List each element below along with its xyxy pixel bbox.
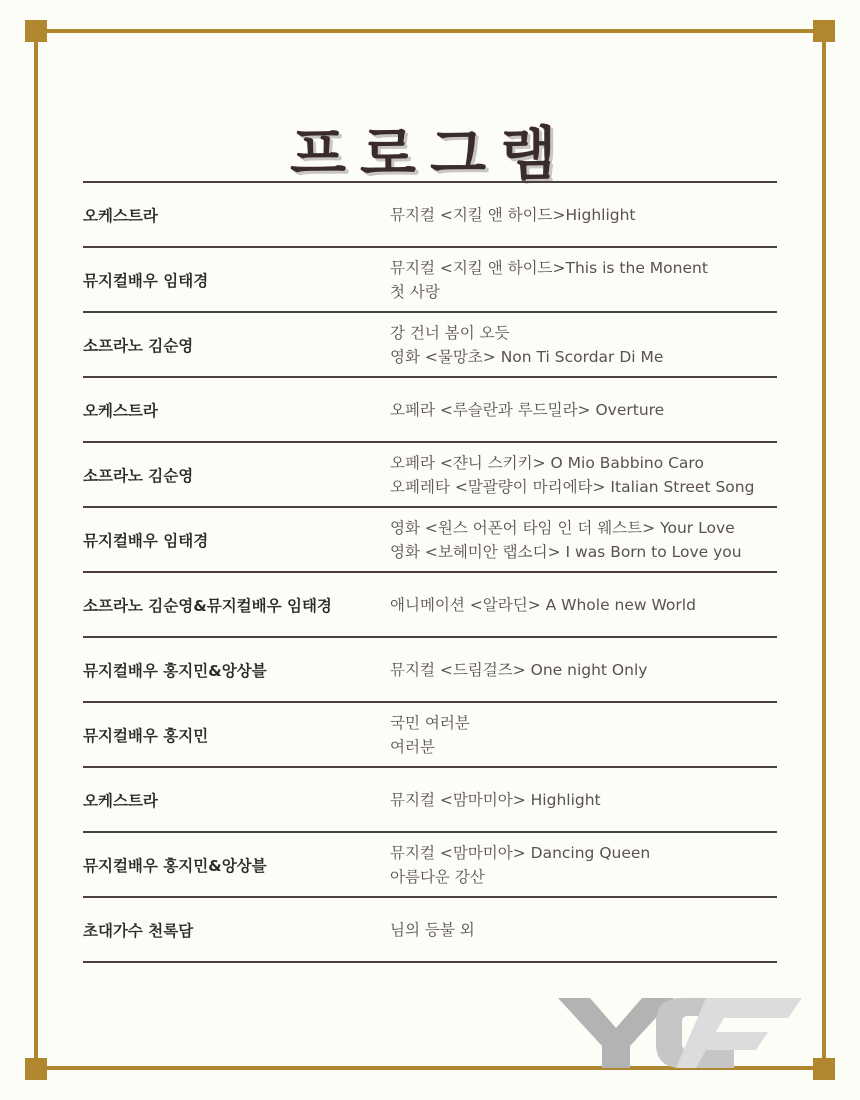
piece-list [390, 658, 777, 682]
performer-name: 뮤지컬배우 홍지민&앙상블 [83, 661, 267, 680]
program-row [83, 768, 777, 833]
piece-title: 오페라 <루슬란과 루드밀라> Overture [390, 400, 665, 419]
piece-list [390, 841, 777, 889]
piece-list [390, 593, 777, 617]
piece-list [390, 203, 777, 227]
piece-title: 뮤지컬 <맘마미아> Highlight [390, 790, 601, 809]
piece-title: 뮤지컬 <지킬 앤 하이드>This is the Monent [390, 258, 708, 277]
piece-title: 뮤지컬 <맘마미아> Dancing Queen [390, 843, 651, 862]
piece-title: 오페라 <쟌니 스키키> O Mio Babbino Caro [390, 453, 704, 472]
program-row [83, 248, 777, 313]
performer-name: 오케스트라 [83, 791, 158, 810]
piece-title: 영화 <물망초> Non Ti Scordar Di Me [390, 347, 664, 366]
program-table [83, 181, 777, 963]
piece-list [390, 398, 777, 422]
piece-title: 국민 여러분 [390, 713, 470, 732]
program-row [83, 313, 777, 378]
performer-name: 오케스트라 [83, 206, 158, 225]
piece-list [390, 451, 777, 499]
frame-corner-top-right [813, 20, 835, 42]
performer-name: 뮤지컬배우 임태경 [83, 271, 209, 290]
piece-list [390, 788, 777, 812]
performer-name: 소프라노 김순영 [83, 466, 194, 485]
piece-title: 여러분 [390, 737, 435, 756]
piece-list [390, 711, 777, 759]
performer-name: 뮤지컬배우 임태경 [83, 531, 209, 550]
program-row [83, 443, 777, 508]
performer-name: 소프라노 김순영&뮤지컬배우 임태경 [83, 596, 332, 615]
piece-title: 강 건너 봄이 오듯 [390, 323, 510, 342]
piece-list [390, 516, 777, 564]
piece-list [390, 256, 777, 304]
program-row [83, 378, 777, 443]
program-row [83, 183, 777, 248]
program-row [83, 508, 777, 573]
performer-name: 오케스트라 [83, 401, 158, 420]
page-title: 프로그램 [289, 119, 571, 188]
program-row [83, 833, 777, 898]
program-row [83, 703, 777, 768]
program-row [83, 898, 777, 963]
piece-title: 뮤지컬 <드림걸즈> One night Only [390, 660, 648, 679]
performer-name: 뮤지컬배우 홍지민&앙상블 [83, 856, 267, 875]
ycf-logo [556, 992, 806, 1072]
piece-list [390, 918, 777, 942]
program-row [83, 638, 777, 703]
frame-corner-bottom-right [813, 1058, 835, 1080]
piece-title: 뮤지컬 <지킬 앤 하이드>Highlight [390, 205, 636, 224]
piece-list [390, 321, 777, 369]
piece-title: 영화 <원스 어폰어 타임 인 더 웨스트> Your Love [390, 518, 735, 537]
frame-corner-bottom-left [25, 1058, 47, 1080]
piece-title: 애니메이션 <알라딘> A Whole new World [390, 595, 696, 614]
program-row [83, 573, 777, 638]
performer-name: 뮤지컬배우 홍지민 [83, 726, 209, 745]
performer-name: 초대가수 천록담 [83, 921, 194, 940]
frame-top-border [36, 29, 824, 33]
piece-title: 님의 등불 외 [390, 920, 475, 939]
piece-title: 영화 <보헤미안 랩소디> I was Born to Love you [390, 542, 742, 561]
performer-name: 소프라노 김순영 [83, 336, 194, 355]
piece-title: 첫 사랑 [390, 282, 440, 301]
piece-title: 아름다운 강산 [390, 867, 485, 886]
frame-corner-top-left [25, 20, 47, 42]
piece-title: 오페레타 <말괄량이 마리에타> Italian Street Song [390, 477, 755, 496]
